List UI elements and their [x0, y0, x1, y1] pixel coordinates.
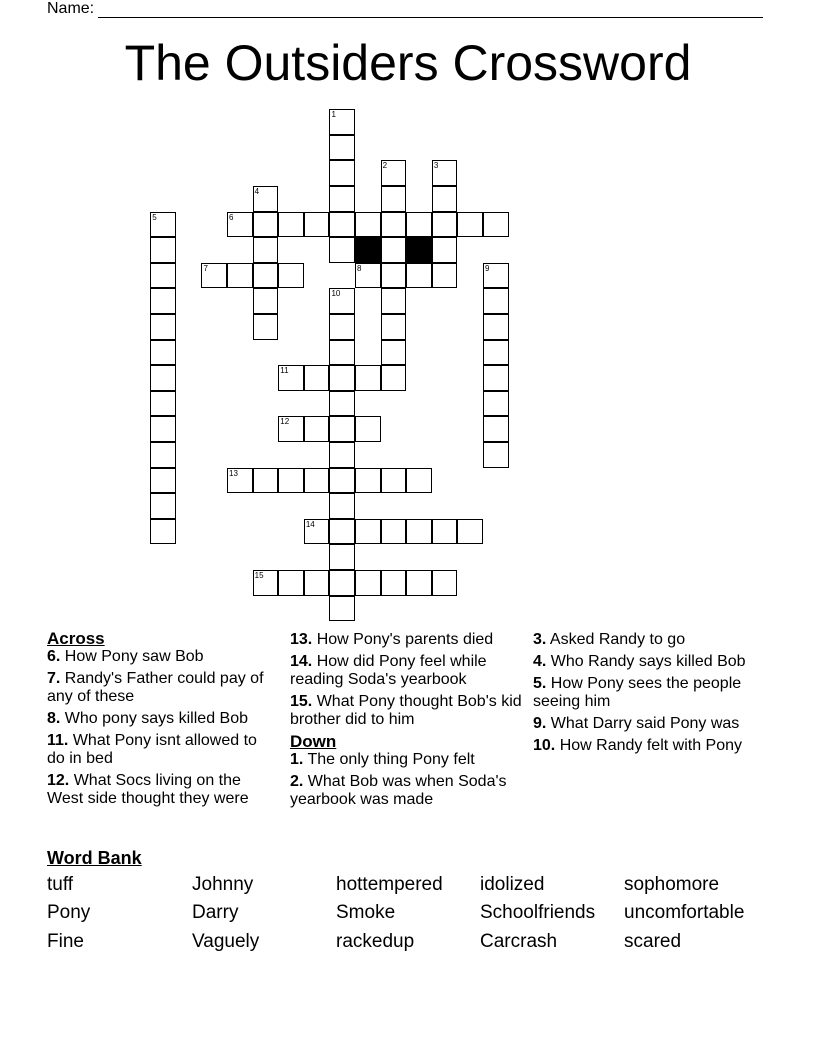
clue-number: 7.: [47, 670, 61, 687]
grid-cell[interactable]: [278, 468, 304, 494]
name-field[interactable]: [47, 0, 763, 18]
grid-cell[interactable]: [150, 468, 176, 494]
grid-cell[interactable]: [304, 212, 330, 238]
word-bank-item: Carcrash: [480, 931, 558, 952]
across-clues-part-2: [290, 631, 525, 729]
grid-cell[interactable]: [329, 596, 355, 622]
black-cell: [406, 237, 432, 263]
word-bank-item: Darry: [192, 902, 239, 923]
clue-number: 6.: [47, 648, 61, 665]
grid-cell[interactable]: [355, 365, 381, 391]
grid-cell[interactable]: [304, 519, 330, 545]
grid-cell[interactable]: [381, 288, 407, 314]
down-clues-part-2: [533, 631, 763, 755]
word-bank-item: tuff: [47, 874, 74, 895]
grid-cell[interactable]: [483, 314, 509, 340]
clue: [533, 675, 763, 711]
grid-cell[interactable]: [150, 237, 176, 263]
clue: [47, 772, 277, 808]
grid-cell[interactable]: [457, 519, 483, 545]
grid-cell[interactable]: [355, 416, 381, 442]
clue-number: 8: [357, 263, 362, 273]
grid-cell[interactable]: [355, 263, 381, 289]
word-bank-item: Vaguely: [192, 931, 260, 952]
clues-col-1: [47, 630, 277, 812]
clue-number: 9: [485, 263, 490, 273]
name-line[interactable]: [98, 3, 763, 18]
clue-text: How Pony's parents died: [316, 631, 494, 648]
word-bank-item: Schoolfriends: [480, 902, 596, 923]
clue-text: What Socs living on the West side thought they were: [47, 772, 249, 807]
clue-number: 10.: [533, 737, 556, 754]
clue-text: How Pony sees the people seeing him: [533, 675, 742, 710]
grid-cell[interactable]: [381, 519, 407, 545]
down-heading: Down: [290, 732, 337, 751]
grid-cell[interactable]: [278, 365, 304, 391]
grid-cell[interactable]: [304, 365, 330, 391]
clue-text: What Darry said Pony was: [550, 715, 740, 732]
grid-cell[interactable]: [432, 570, 458, 596]
clues-col-3: [533, 631, 763, 759]
grid-cell[interactable]: [253, 468, 279, 494]
grid-cell[interactable]: [150, 519, 176, 545]
grid-cell[interactable]: [253, 237, 279, 263]
clue-number: 5.: [533, 675, 547, 692]
grid-cell[interactable]: [381, 314, 407, 340]
grid-cell[interactable]: [150, 288, 176, 314]
grid-cell[interactable]: [329, 109, 355, 135]
word-bank-item: sophomore: [624, 874, 720, 895]
down-clues-part-1: [290, 751, 525, 809]
clue: [47, 648, 277, 666]
grid-cell[interactable]: [253, 288, 279, 314]
clue-number: 15: [254, 571, 264, 581]
grid-cell[interactable]: [432, 160, 458, 186]
clue-number: 2: [382, 161, 388, 171]
grid-cell[interactable]: [483, 340, 509, 366]
grid-cell[interactable]: [253, 570, 279, 596]
clue-number: 13.: [290, 631, 313, 648]
grid-cell[interactable]: [381, 186, 407, 212]
grid-cell[interactable]: [329, 340, 355, 366]
grid-cell[interactable]: [329, 160, 355, 186]
word-bank-item: rackedup: [336, 931, 415, 952]
clue-number: 4.: [533, 653, 547, 670]
grid-cell[interactable]: [329, 544, 355, 570]
clue-number: 5: [152, 212, 157, 222]
grid-cell[interactable]: [483, 212, 509, 238]
grid-cell[interactable]: [329, 570, 355, 596]
grid-cell[interactable]: [227, 263, 253, 289]
grid-cell[interactable]: [201, 263, 227, 289]
grid-cell[interactable]: [355, 468, 381, 494]
grid-cell[interactable]: [150, 212, 176, 238]
grid-cell[interactable]: [432, 212, 458, 238]
grid-cell[interactable]: [432, 519, 458, 545]
clue-number: 6: [229, 212, 234, 222]
clue-text: What Bob was when Soda's yearbook was made: [290, 773, 507, 808]
grid-cell[interactable]: [483, 263, 509, 289]
clue: [290, 631, 525, 649]
grid-cell[interactable]: [253, 263, 279, 289]
grid-cell[interactable]: [150, 493, 176, 519]
grid-cell[interactable]: [355, 570, 381, 596]
grid-cell[interactable]: [278, 212, 304, 238]
grid-cell[interactable]: [381, 263, 407, 289]
grid-cell[interactable]: [329, 391, 355, 417]
word-bank-title: Word Bank: [47, 848, 142, 868]
clue-number: 11.: [47, 732, 69, 749]
grid-cell[interactable]: [253, 314, 279, 340]
grid-cell[interactable]: [381, 468, 407, 494]
grid-cell[interactable]: [381, 365, 407, 391]
clue-number: 14: [305, 519, 315, 529]
clue-number: 9.: [533, 715, 547, 732]
grid-cell[interactable]: [253, 212, 279, 238]
word-bank-item: Smoke: [336, 902, 396, 923]
grid-cell[interactable]: [329, 288, 355, 314]
clue-text: How Pony saw Bob: [64, 648, 204, 665]
clue-number: 2.: [290, 773, 304, 790]
grid-cell[interactable]: [483, 365, 509, 391]
grid-cell[interactable]: [304, 570, 330, 596]
grid-cell[interactable]: [227, 468, 253, 494]
clue: [290, 751, 525, 769]
grid-cell[interactable]: [150, 314, 176, 340]
clue: [533, 737, 763, 755]
grid-cell[interactable]: [355, 212, 381, 238]
grid-cell[interactable]: [483, 288, 509, 314]
grid-cell[interactable]: [355, 519, 381, 545]
clue: [290, 653, 525, 689]
clue-text: The only thing Pony felt: [307, 751, 475, 768]
grid-cell[interactable]: [483, 442, 509, 468]
grid-cell[interactable]: [329, 442, 355, 468]
grid-cell[interactable]: [150, 365, 176, 391]
clue: [290, 773, 525, 809]
clue-text: What Pony thought Bob's kid brother did to him: [290, 693, 522, 728]
grid-cell[interactable]: [406, 519, 432, 545]
clue: [533, 653, 763, 671]
clue-number: 11: [280, 366, 289, 376]
grid-cell[interactable]: [278, 570, 304, 596]
word-bank-item: scared: [624, 931, 682, 952]
grid-cell[interactable]: [150, 391, 176, 417]
grid-cell[interactable]: [381, 570, 407, 596]
clue-number: 7: [203, 263, 208, 273]
clue-text: Who Randy says killed Bob: [550, 653, 746, 670]
grid-cell[interactable]: [329, 365, 355, 391]
clue-number: 3.: [533, 631, 547, 648]
clue-text: How Randy felt with Pony: [559, 737, 743, 754]
clue: [47, 670, 277, 706]
grid-cell[interactable]: [457, 212, 483, 238]
grid-cell[interactable]: [304, 468, 330, 494]
grid-cell[interactable]: [329, 468, 355, 494]
clue-number: 4: [254, 187, 260, 197]
clue-text: Who pony says killed Bob: [64, 710, 248, 727]
grid-cell[interactable]: [329, 186, 355, 212]
grid-cell[interactable]: [329, 212, 355, 238]
grid-cell[interactable]: [406, 468, 432, 494]
clue-number: 1: [331, 110, 336, 120]
grid-cell[interactable]: [150, 340, 176, 366]
name-label: Name:: [47, 0, 95, 17]
word-bank-item: idolized: [480, 874, 545, 895]
grid-cell[interactable]: [329, 237, 355, 263]
grid-cell[interactable]: [381, 237, 407, 263]
grid-cell[interactable]: [278, 263, 304, 289]
grid-cell[interactable]: [329, 135, 355, 161]
grid-cell[interactable]: [304, 416, 330, 442]
grid-cell[interactable]: [483, 391, 509, 417]
clue-number: 1.: [290, 751, 304, 768]
clue-number: 8.: [47, 710, 61, 727]
clue-number: 12: [280, 417, 290, 427]
across-clues-part-1: [47, 648, 277, 808]
page-title: The Outsiders Crossword: [124, 35, 692, 91]
grid-cell[interactable]: [483, 416, 509, 442]
grid-cell[interactable]: [432, 237, 458, 263]
clue-text: Asked Randy to go: [549, 631, 686, 648]
grid-cell[interactable]: [381, 212, 407, 238]
grid-cell[interactable]: [406, 263, 432, 289]
across-heading: Across: [47, 629, 105, 648]
grid-cell[interactable]: [381, 340, 407, 366]
clue-text: How did Pony feel while reading Soda's yearbook: [290, 653, 487, 688]
grid-cell[interactable]: [329, 519, 355, 545]
clue: [47, 732, 277, 768]
grid-cell[interactable]: [432, 186, 458, 212]
clue-number: 13: [229, 468, 238, 478]
clue-text: What Pony isnt allowed to do in bed: [47, 732, 257, 767]
clue-text: Randy's Father could pay of any of these: [47, 670, 264, 705]
word-bank-item: hottempered: [336, 874, 443, 895]
grid-cell[interactable]: [329, 314, 355, 340]
clue-number: 12.: [47, 772, 70, 789]
clue-number: 3: [433, 161, 439, 171]
word-bank-item: Fine: [47, 931, 84, 952]
grid-cell[interactable]: [227, 212, 253, 238]
clue-number: 10: [331, 289, 341, 299]
grid-cell[interactable]: [329, 493, 355, 519]
grid-cell[interactable]: [432, 263, 458, 289]
clues-col-2: [290, 631, 525, 813]
grid-cell[interactable]: [150, 442, 176, 468]
clue: [533, 631, 763, 649]
grid-cell[interactable]: [329, 416, 355, 442]
clue: [533, 715, 763, 733]
word-bank-item: uncomfortable: [624, 902, 745, 923]
grid-cell[interactable]: [150, 416, 176, 442]
grid-cell[interactable]: [406, 212, 432, 238]
word-bank-item: Johnny: [192, 874, 254, 895]
word-bank-item: Pony: [47, 902, 91, 923]
grid-cell[interactable]: [253, 186, 279, 212]
grid-cell[interactable]: [406, 570, 432, 596]
clue: [290, 693, 525, 729]
grid-cell[interactable]: [278, 416, 304, 442]
black-cell: [355, 237, 381, 263]
grid-cell[interactable]: [381, 160, 407, 186]
clue-number: 15.: [290, 693, 313, 710]
clue: [47, 710, 277, 728]
grid-cell[interactable]: [150, 263, 176, 289]
clue-number: 14.: [290, 653, 313, 670]
